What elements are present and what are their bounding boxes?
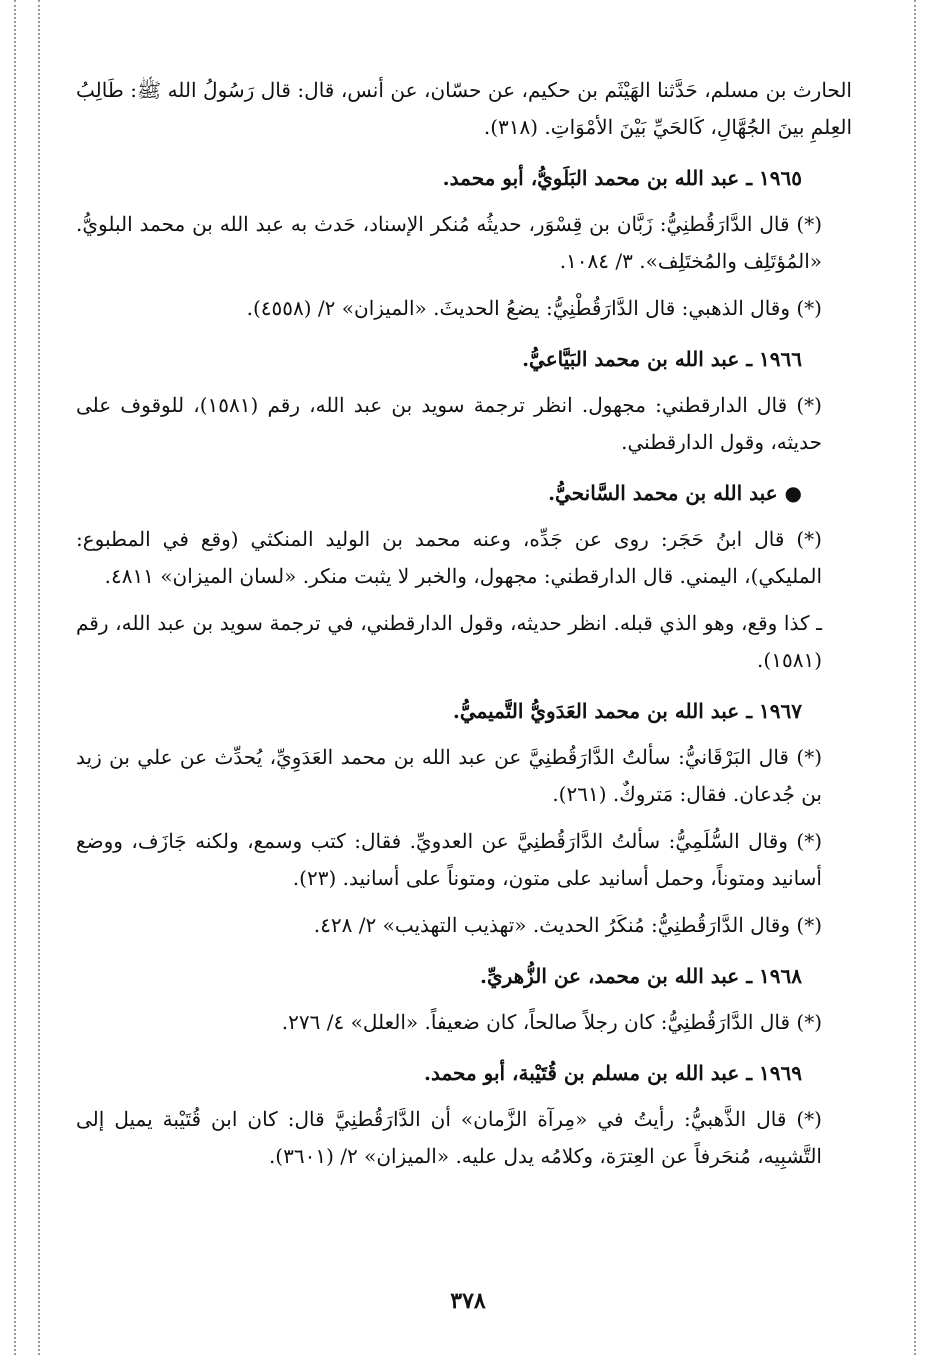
entry-paragraph: (*) قال الدَّارَقُطنِيُّ: كان رجلاً صالحاً، كان ضعيفاً. «العلل» ٤/ ٢٧٦. [281, 1010, 822, 1034]
entry-paragraph: (*) وقال السُّلَمِيُّ: سألتُ الدَّارَقُطنِيَّ عن العدويِّ. فقال: كتب وسمع، ولكنه جَازَف، ووضع أسانيد ومتوناً، وحمل أسانيد على متون، ومتوناً على أسانيد. (٢٣). [76, 829, 822, 890]
entry-heading: ١٩٦٩ ـ عبد الله بن مسلم بن قُتَيْبة، أبو محمد. [424, 1061, 802, 1085]
entry-sanhi [76, 477, 852, 679]
entry-1966 [76, 343, 852, 461]
entry-heading: ١٩٦٥ ـ عبد الله بن محمد البَلَويُّ، أبو محمد. [442, 166, 802, 190]
document-page [76, 72, 852, 1185]
left-margin-dotted-line [14, 0, 16, 1355]
entry-paragraph: (*) قال البَرْقَانيُّ: سألتُ الدَّارَقُطنِيَّ عن عبد الله بن محمد العَدَوِيِّ، يُحدِّث عن علي بن زيد بن جُدعان. فقال: مَتروكٌ. (٢٦١). [76, 745, 822, 806]
entry-heading: ١٩٦٨ ـ عبد الله بن محمد، عن الزُّهريِّ. [479, 964, 802, 988]
intro-paragraph: الحارث بن مسلم، حَدَّثنا الهَيْثَم بن حكيم، عن حسّان، عن أنس، قال: قال رَسُولُ الله ﷺ: طَالِبُ العِلمِ بينَ الجُهَّالِ، كَالحَيِّ بَيْنَ الأمْوَاتِ. (٣١٨). [76, 78, 852, 139]
entry-paragraph: (*) وقال الذهبي: قال الدَّارَقُطْنِيُّ: يضعُ الحديثَ. «الميزان» ٢/ (٤٥٥٨). [246, 296, 822, 320]
entry-paragraph: (*) قال الدارقطني: مجهول. انظر ترجمة سويد بن عبد الله، رقم (١٥٨١)، للوقوف على حديثه، وقول الدارقطني. [76, 393, 822, 454]
entry-paragraph: (*) قال الدَّارَقُطنِيُّ: زَبَّان بن قِسْوَر، حديثُه مُنكر الإسناد، حَدث به عبد الله بن محمد البلويُّ. «المُؤتَلِف والمُختَلِف». ٣/ ١٠٨٤. [76, 212, 823, 273]
entry-1968 [76, 960, 852, 1041]
entry-paragraph: (*) قال ابنُ حَجَر: روى عن جَدِّه، وعنه محمد بن الوليد المنكثي (وقع في المطبوع: المليكي)، اليمني. قال الدارقطني: مجهول، والخبر لا يثبت منكر. «لسان الميزان» ٤٨١١. [76, 527, 822, 588]
entry-1967 [76, 695, 852, 944]
entry-paragraph: (*) وقال الدَّارَقُطنِيُّ: مُنكَرُ الحديث. «تهذيب التهذيب» ٢/ ٤٢٨. [313, 913, 822, 937]
entry-1969 [76, 1057, 852, 1175]
entry-heading: ● عبد الله بن محمد السَّانحيُّ. [548, 481, 802, 505]
entry-heading: ١٩٦٦ ـ عبد الله بن محمد البَيَّاعيُّ. [522, 347, 802, 371]
left-margin-dotted-line-inner [38, 0, 40, 1355]
entry-paragraph: (*) قال الذَّهبيُّ: رأيتُ في «مِرآة الزَّمان» أن الدَّارَقُطنِيَّ قال: كان ابن قُتَيْبة يميل إلى التَّشبِيه، مُنحَرفاً عن العِترَة، وكلامُه يدل عليه. «الميزان» ٢/ (٣٦٠١). [76, 1107, 822, 1168]
entry-1965 [76, 162, 852, 327]
entry-paragraph: ـ كذا وقع، وهو الذي قبله. انظر حديثه، وقول الدارقطني، في ترجمة سويد بن عبد الله، رقم (١٥٨١). [76, 611, 822, 672]
page-number: ٣٧٨ [450, 1288, 486, 1314]
entry-heading: ١٩٦٧ ـ عبد الله بن محمد العَدَويُّ التَّميميُّ. [452, 699, 802, 723]
right-margin-dotted-line [914, 0, 916, 1355]
